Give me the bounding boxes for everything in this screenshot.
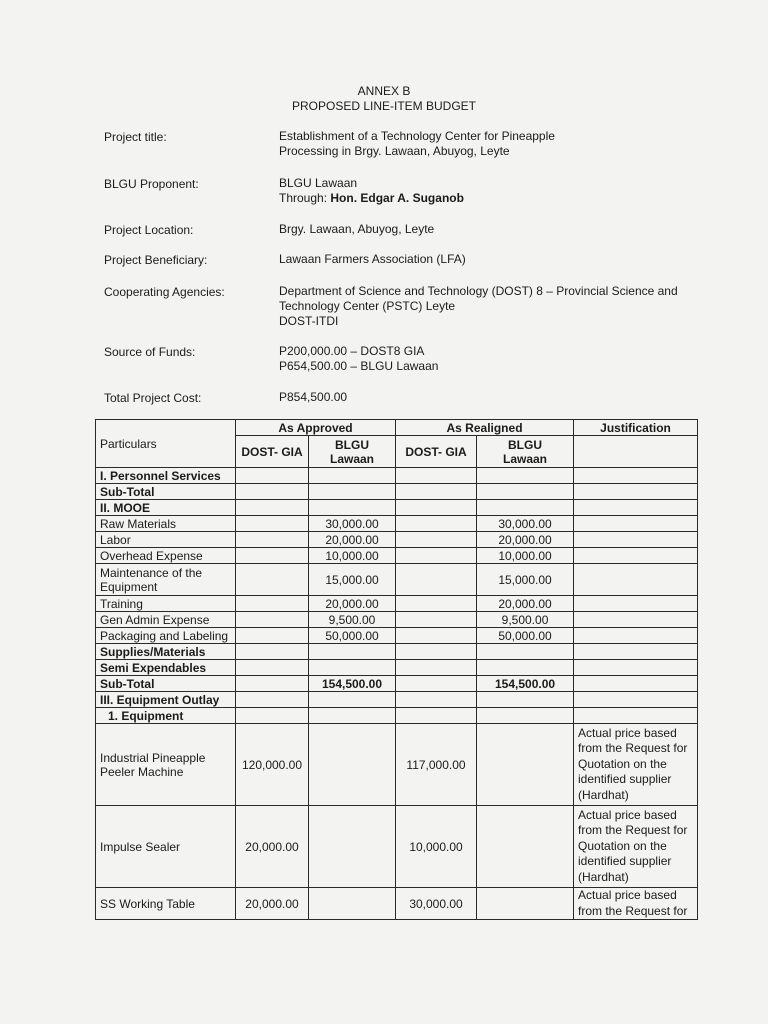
particular-cell: Packaging and Labeling [96,628,236,644]
budget-title: PROPOSED LINE-ITEM BUDGET [291,99,477,113]
approved-blgu-cell: 30,000.00 [309,516,396,532]
proponent-label: BLGU Proponent: [104,177,199,191]
realigned-dost-cell [396,676,477,692]
location-value: Brgy. Lawaan, Abuyog, Leyte [279,222,435,236]
project-title-value: Establishment of a Technology Center for Pineapple Processing in Brgy. Lawaan, Abuyog, Leyte [279,129,555,158]
approved-blgu-cell: 15,000.00 [309,564,396,596]
realigned-blgu-cell [477,644,574,660]
justification-cell [574,500,698,516]
particular-cell: Industrial Pineapple Peeler Machine [96,724,236,806]
table-row [96,644,698,660]
justification-cell [574,532,698,548]
proponent-value: BLGU Lawaan Through: Hon. Edgar A. Suganob [279,176,464,205]
approved-dost-cell [236,628,309,644]
particular-cell: Supplies/Materials [96,644,236,660]
approved-dost-cell: 120,000.00 [236,724,309,806]
beneficiary-value: Lawaan Farmers Association (LFA) [279,252,466,266]
header-justification-blank [574,436,698,468]
table-row [96,468,698,484]
realigned-blgu-cell: 15,000.00 [477,564,574,596]
approved-blgu-cell [309,724,396,806]
justification-cell [574,484,698,500]
justification-cell [574,612,698,628]
approved-blgu-cell [309,692,396,708]
table-row [96,724,698,806]
approved-dost-cell [236,660,309,676]
realigned-blgu-cell: 20,000.00 [477,532,574,548]
realigned-blgu-cell [477,888,574,920]
header-approved-blgu: BLGU Lawaan [309,436,396,468]
realigned-dost-cell [396,532,477,548]
beneficiary-label: Project Beneficiary: [104,253,208,267]
realigned-blgu-cell: 154,500.00 [477,676,574,692]
approved-blgu-cell [309,500,396,516]
approved-blgu-cell: 20,000.00 [309,532,396,548]
table-row [96,612,698,628]
realigned-dost-cell [396,660,477,676]
justification-cell [574,516,698,532]
realigned-dost-cell [396,644,477,660]
realigned-blgu-cell [477,468,574,484]
approved-dost-cell [236,708,309,724]
table-row [96,596,698,612]
approved-dost-cell [236,596,309,612]
approved-dost-cell [236,468,309,484]
header-as-realigned: As Realigned [396,420,574,436]
realigned-dost-cell [396,612,477,628]
table-row [96,806,698,888]
realigned-blgu-cell: 30,000.00 [477,516,574,532]
particular-cell: Sub-Total [96,484,236,500]
header-as-approved: As Approved [236,420,396,436]
justification-cell [574,660,698,676]
approved-dost-cell [236,500,309,516]
header-realigned-blgu: BLGU Lawaan [477,436,574,468]
table-row [96,500,698,516]
approved-blgu-cell: 50,000.00 [309,628,396,644]
table-row [96,676,698,692]
particular-cell: 1. Equipment [96,708,236,724]
approved-dost-cell [236,692,309,708]
realigned-dost-cell [396,500,477,516]
justification-cell [574,644,698,660]
particular-cell: Overhead Expense [96,548,236,564]
header-particulars: Particulars [96,420,236,468]
realigned-dost-cell [396,708,477,724]
particular-cell: Semi Expendables [96,660,236,676]
total-cost-label: Total Project Cost: [104,391,202,405]
approved-dost-cell [236,612,309,628]
header-justification: Justification [574,420,698,436]
header-realigned-dost: DOST- GIA [396,436,477,468]
table-row [96,484,698,500]
realigned-blgu-cell: 10,000.00 [477,548,574,564]
approved-blgu-cell [309,644,396,660]
table-row [96,532,698,548]
particular-cell: Raw Materials [96,516,236,532]
justification-cell [574,548,698,564]
approved-blgu-cell: 9,500.00 [309,612,396,628]
realigned-dost-cell [396,548,477,564]
table-row [96,692,698,708]
approved-dost-cell: 20,000.00 [236,888,309,920]
particular-cell: Training [96,596,236,612]
realigned-dost-cell: 30,000.00 [396,888,477,920]
total-cost-value: P854,500.00 [279,390,348,404]
realigned-blgu-cell [477,692,574,708]
justification-cell [574,596,698,612]
justification-cell: Actual price based from the Request for [574,888,698,920]
table-row [96,516,698,532]
particular-cell: III. Equipment Outlay [96,692,236,708]
particular-cell: I. Personnel Services [96,468,236,484]
realigned-dost-cell [396,516,477,532]
justification-cell [574,692,698,708]
budget-table [95,419,698,920]
realigned-blgu-cell [477,660,574,676]
realigned-dost-cell [396,628,477,644]
table-row [96,548,698,564]
realigned-dost-cell [396,564,477,596]
particular-cell: Labor [96,532,236,548]
justification-cell [574,676,698,692]
proponent-name: Hon. Edgar A. Suganob [330,191,464,205]
realigned-blgu-cell: 50,000.00 [477,628,574,644]
particular-cell: Gen Admin Expense [96,612,236,628]
location-label: Project Location: [104,223,194,237]
approved-blgu-cell [309,708,396,724]
approved-blgu-cell [309,660,396,676]
budget-body [96,468,698,920]
particular-cell: Impulse Sealer [96,806,236,888]
approved-dost-cell [236,644,309,660]
particular-cell: Sub-Total [96,676,236,692]
approved-blgu-cell [309,806,396,888]
table-row [96,564,698,596]
table-row [96,628,698,644]
approved-dost-cell [236,676,309,692]
realigned-dost-cell [396,596,477,612]
approved-dost-cell [236,516,309,532]
agencies-label: Cooperating Agencies: [104,285,225,299]
approved-dost-cell [236,548,309,564]
approved-blgu-cell [309,468,396,484]
table-row [96,888,698,920]
approved-dost-cell [236,564,309,596]
approved-blgu-cell: 20,000.00 [309,596,396,612]
realigned-blgu-cell: 9,500.00 [477,612,574,628]
approved-blgu-cell: 10,000.00 [309,548,396,564]
realigned-dost-cell [396,692,477,708]
particular-cell: Maintenance of the Equipment [96,564,236,596]
realigned-blgu-cell [477,806,574,888]
approved-dost-cell: 20,000.00 [236,806,309,888]
agencies-value: Department of Science and Technology (DOST) 8 – Provincial Science and Technology Center (PSTC) Leyte DOST-ITDI [279,284,678,328]
approved-blgu-cell: 154,500.00 [309,676,396,692]
approved-dost-cell [236,532,309,548]
justification-cell [574,564,698,596]
project-title-label: Project title: [104,130,167,144]
table-row [96,708,698,724]
particular-cell: SS Working Table [96,888,236,920]
annex-heading: ANNEX B [357,84,411,98]
realigned-blgu-cell [477,500,574,516]
funds-value: P200,000.00 – DOST8 GIA P654,500.00 – BLGU Lawaan [279,344,439,373]
justification-cell: Actual price based from the Request for Quotation on the identified supplier (Hardhat) [574,724,698,806]
realigned-blgu-cell [477,724,574,806]
justification-cell [574,708,698,724]
funds-label: Source of Funds: [104,345,196,359]
realigned-dost-cell [396,484,477,500]
realigned-dost-cell [396,468,477,484]
particular-cell: II. MOOE [96,500,236,516]
realigned-dost-cell: 117,000.00 [396,724,477,806]
approved-blgu-cell [309,888,396,920]
approved-dost-cell [236,484,309,500]
justification-cell: Actual price based from the Request for Quotation on the identified supplier (Hardhat) [574,806,698,888]
justification-cell [574,628,698,644]
approved-blgu-cell [309,484,396,500]
realigned-blgu-cell: 20,000.00 [477,596,574,612]
table-row [96,660,698,676]
realigned-dost-cell: 10,000.00 [396,806,477,888]
realigned-blgu-cell [477,708,574,724]
justification-cell [574,468,698,484]
header-approved-dost: DOST- GIA [236,436,309,468]
realigned-blgu-cell [477,484,574,500]
